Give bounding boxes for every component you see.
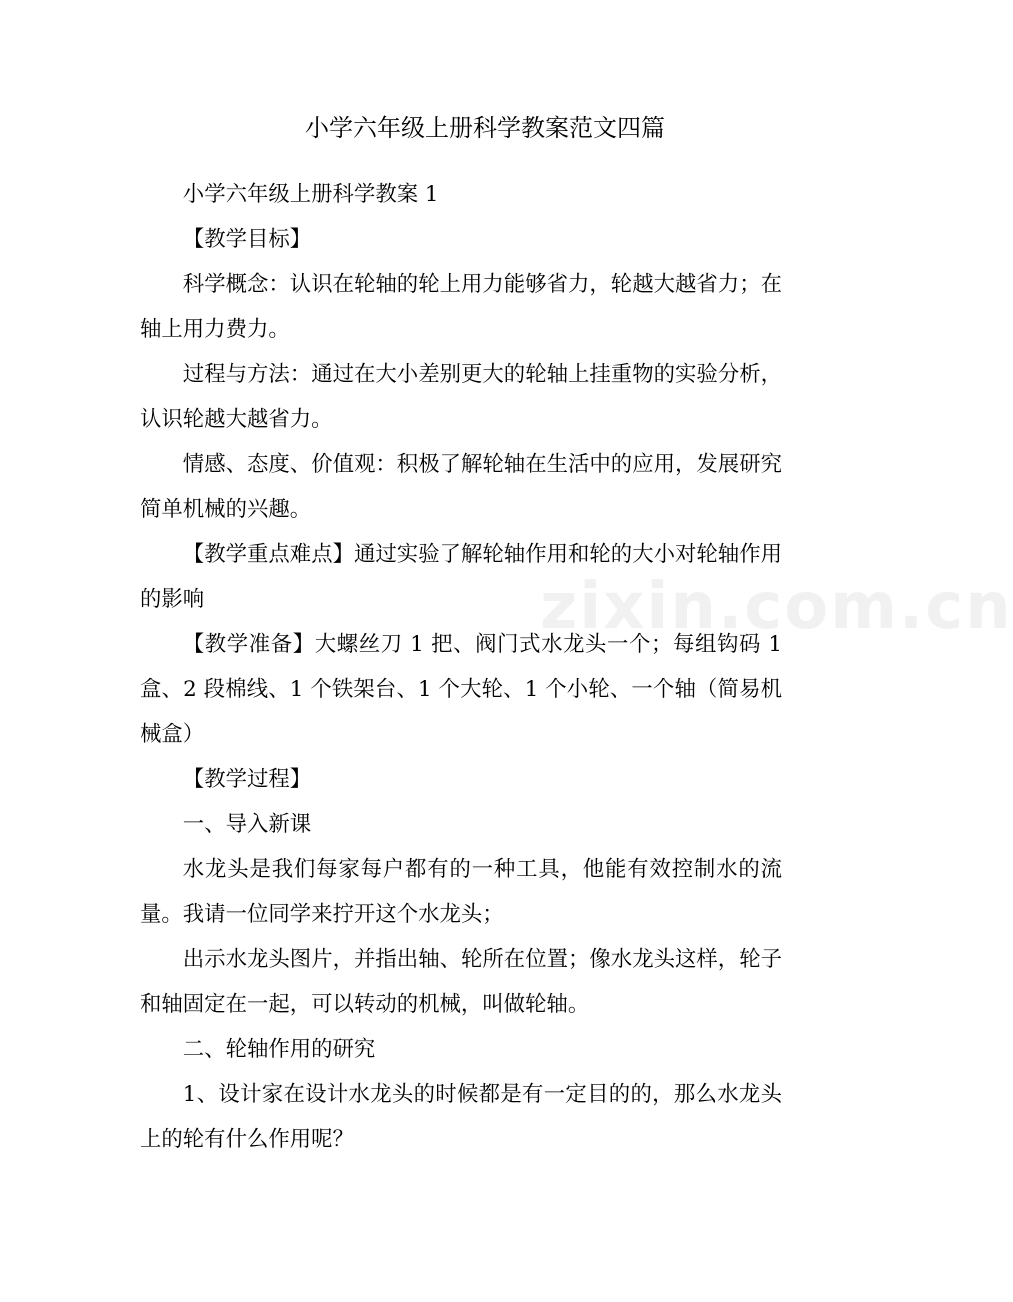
paragraph: 水龙头是我们每家每户都有的一种工具，他能有效控制水的流量。我请一位同学来拧开这个水龙头；	[140, 857, 782, 927]
subsection-heading: 一、导入新课	[182, 812, 312, 837]
document-title: 小学六年级上册科学教案范文四篇	[305, 114, 665, 142]
paragraph: 【教学准备】大螺丝刀 1 把、阀门式水龙头一个；每组钩码 1 盒、2 段棉线、1 个铁架台、1 个大轮、1 个小轮、一个轴（简易机械盒）	[140, 632, 782, 747]
document-body	[140, 172, 782, 1162]
section-heading: 小学六年级上册科学教案 1	[182, 182, 439, 207]
paragraph: 科学概念：认识在轮轴的轮上用力能够省力，轮越大越省力；在轴上用力费力。	[140, 272, 782, 342]
paragraph: 1、设计家在设计水龙头的时候都是有一定目的的，那么水龙头上的轮有什么作用呢？	[140, 1082, 782, 1152]
paragraph: 出示水龙头图片，并指出轴、轮所在位置；像水龙头这样，轮子和轴固定在一起，可以转动的机械，叫做轮轴。	[140, 947, 782, 1017]
teaching-process-heading: 【教学过程】	[182, 767, 312, 792]
paragraph: 情感、态度、价值观：积极了解轮轴在生活中的应用，发展研究简单机械的兴趣。	[140, 452, 782, 522]
watermark: zixin.com.cn	[540, 570, 1013, 644]
paragraph: 过程与方法：通过在大小差别更大的轮轴上挂重物的实验分析，认识轮越大越省力。	[140, 362, 782, 432]
paragraph: 【教学重点难点】通过实验了解轮轴作用和轮的大小对轮轴作用的影响	[140, 542, 782, 612]
subsection-heading: 二、轮轴作用的研究	[182, 1037, 376, 1062]
teaching-goals-heading: 【教学目标】	[182, 227, 312, 252]
